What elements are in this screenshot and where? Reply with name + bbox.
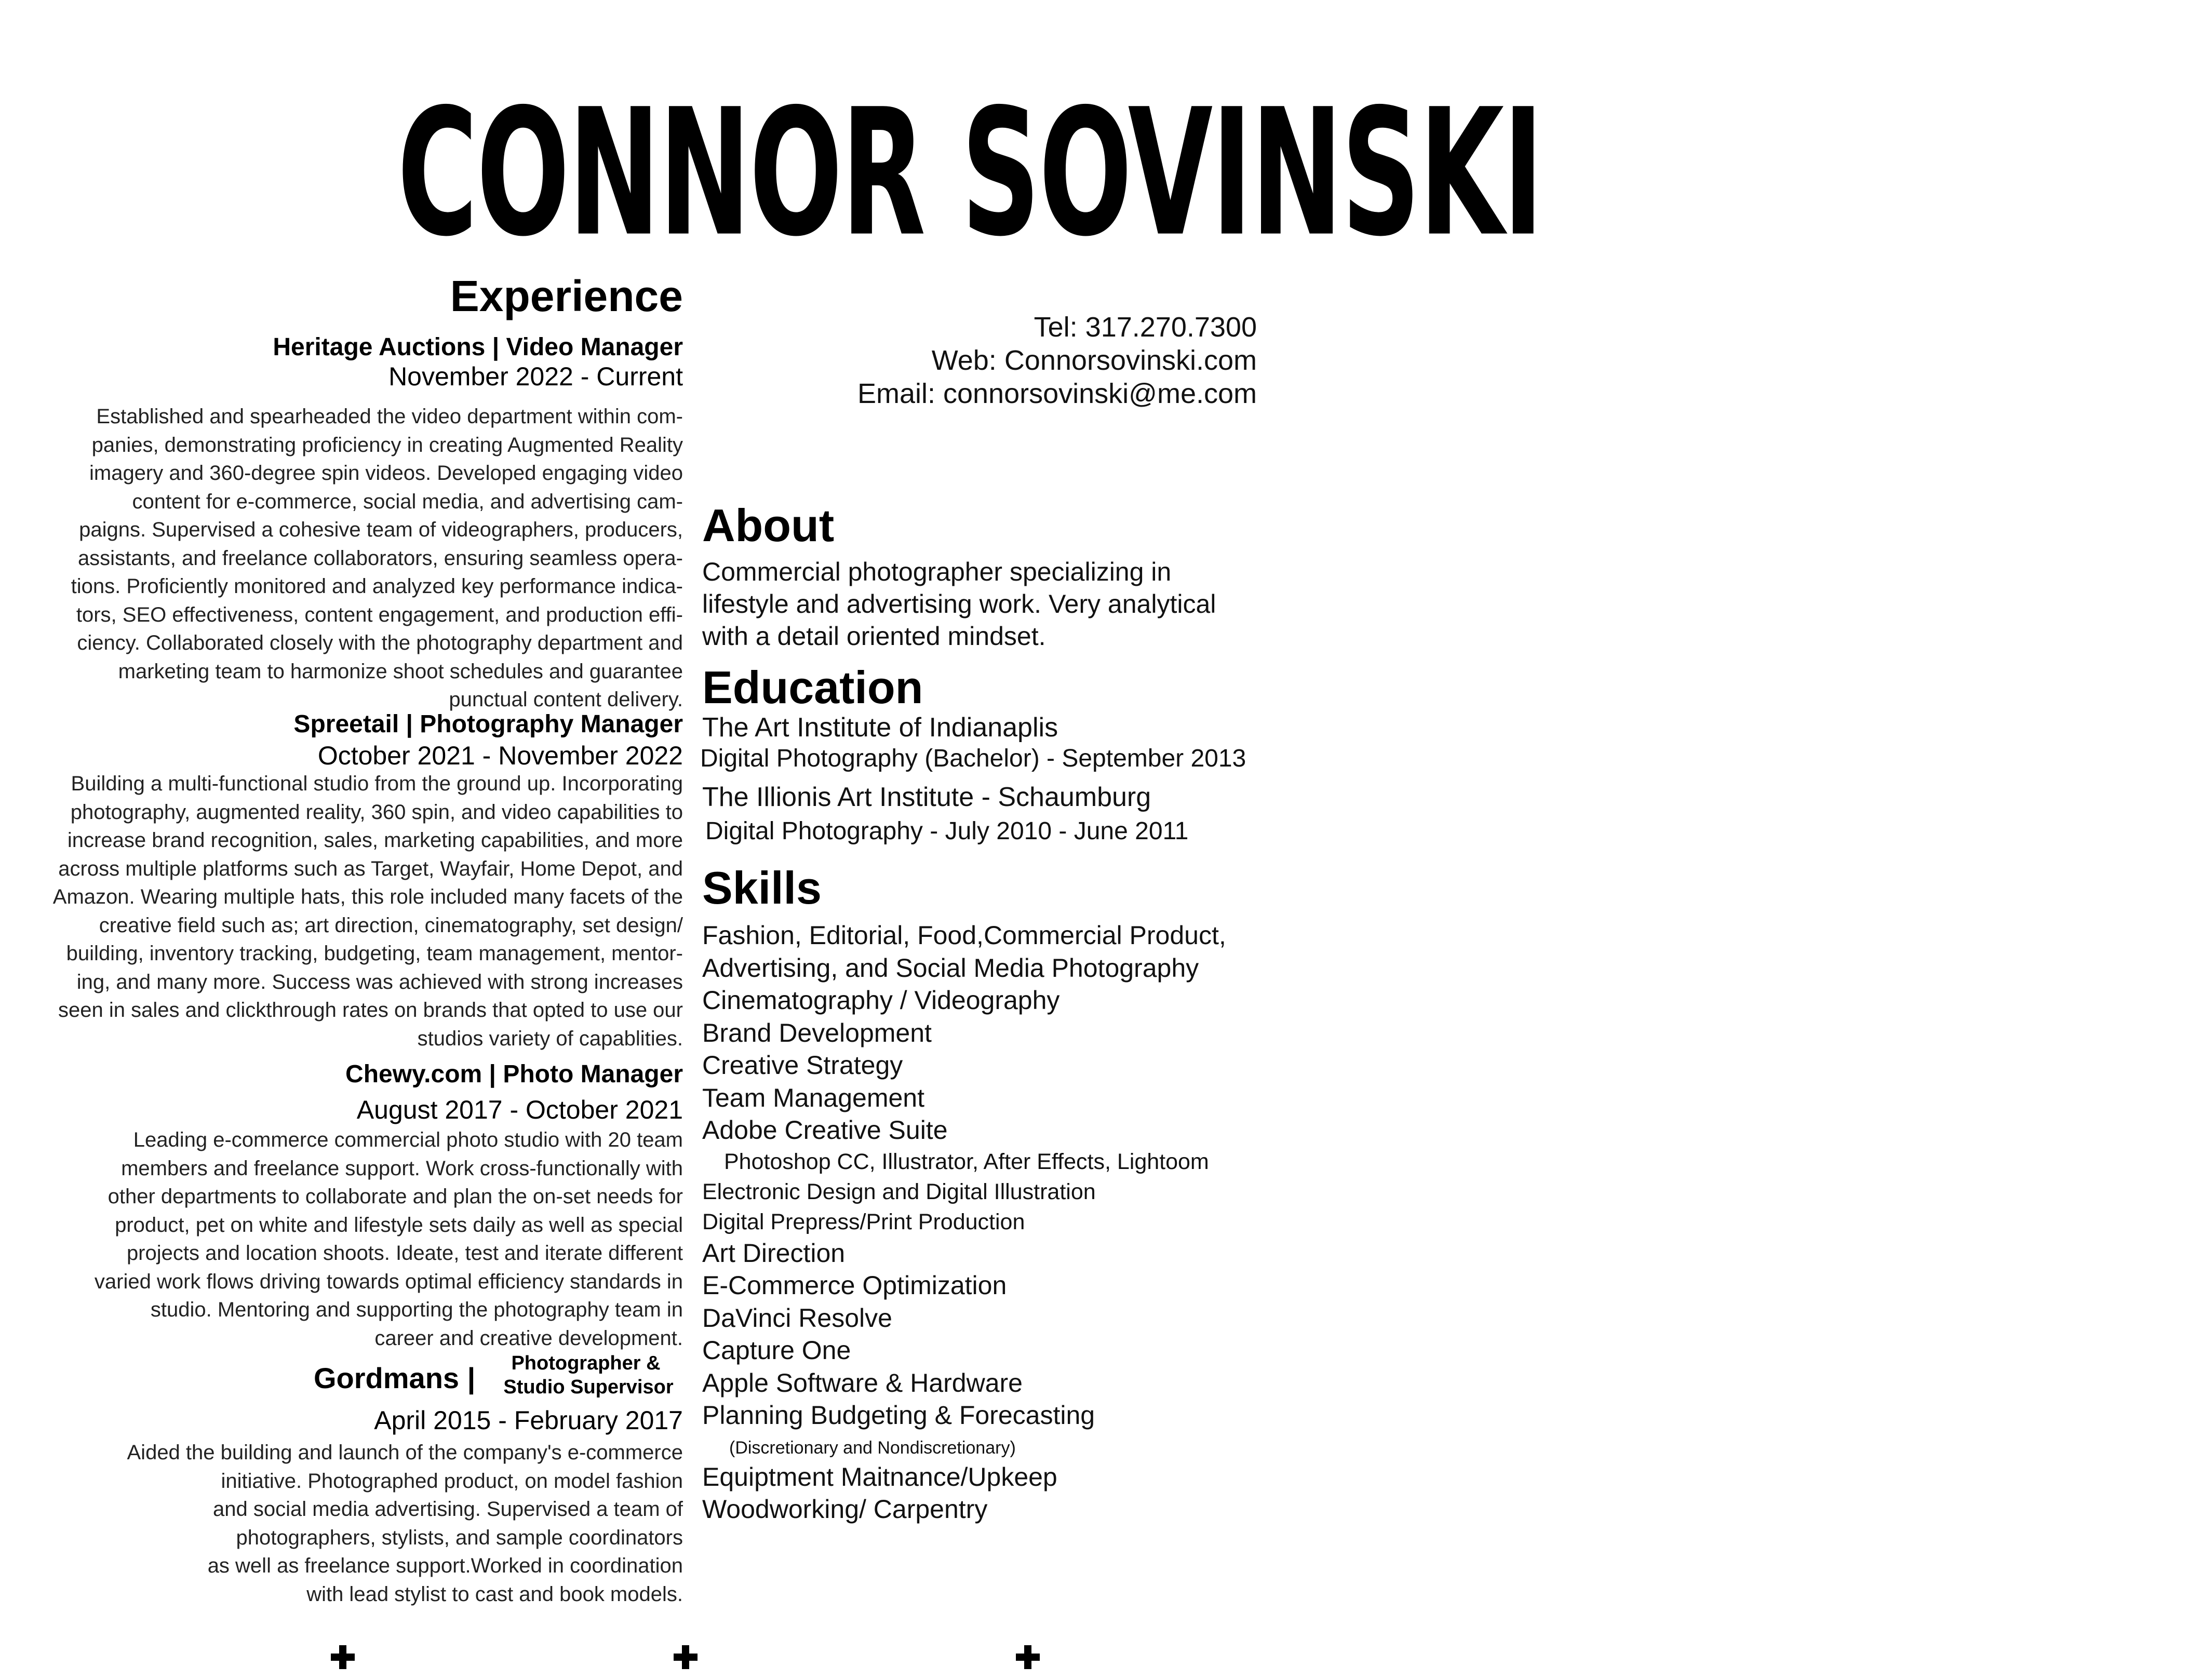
skill-item: Capture One: [702, 1336, 851, 1365]
job-dates-spreetail: October 2021 - November 2022: [317, 741, 683, 770]
job-description-heritage: Established and spearheaded the video department within com- panies, demonstrating proficiency in creating Augmented Reality imagery and 360-degree spin videos. Developed engaging video content for e-commerce, social media, and advertising cam- paigns. Supervised a cohesive team of videographers, producers, assistants, and freelance collaborators, ensuring seamless opera- tions. Proficiently monitored and analyzed key performance indica- tors, SEO effectiveness, content engagement, and production effi- ciency. Collaborated closely with the photography department and marketing team to harmonize shoot schedules and guarantee punctual content delivery.: [71, 405, 683, 711]
job-role-gordmans-line1: Photographer &: [511, 1352, 661, 1374]
skill-item: Art Direction: [702, 1238, 846, 1268]
skill-item: Creative Strategy: [702, 1051, 903, 1080]
plus-icon: [674, 1645, 698, 1669]
skill-item: E-Commerce Optimization: [702, 1271, 1007, 1300]
job-description-spreetail: Building a multi-functional studio from the ground up. Incorporating photography, augmented reality, 360 spin, and video capabilities to increase brand recognition, sales, marketing capabilities, and more across multiple platforms such as Target, Wayfair, Home Depot, and Amazon. Wearing multiple hats, this role included many facets of the creative field such as; art direction, cinematography, set design/ building, inventory tracking, budgeting, team management, mentor- ing, and many more. Success was achieved with strong increases seen in sales and clickthrough rates on brands that opted to use our studios variety of capablities.: [52, 772, 683, 1050]
resume-name-container: [397, 71, 1543, 275]
skill-item: Electronic Design and Digital Illustration: [702, 1179, 1096, 1204]
job-dates-chewy: August 2017 - October 2021: [356, 1095, 683, 1124]
resume-name: CONNOR SOVINSKI: [397, 71, 1543, 275]
contact-tel: Tel: 317.270.7300: [1034, 312, 1257, 343]
job-description-gordmans: Aided the building and launch of the company's e-commerce initiative. Photographed product, on model fashion and social media advertising. Supervised a team of photographers, stylists, and sample coordinators as well as freelance support.Worked in coordination with lead stylist to cast and book models.: [127, 1441, 683, 1606]
education-detail-2: Digital Photography - July 2010 - June 2011: [705, 817, 1189, 845]
skills-heading: Skills: [702, 862, 822, 913]
job-dates-heritage: November 2022 - Current: [388, 362, 683, 391]
job-heading-spreetail: Spreetail | Photography Manager: [293, 710, 683, 738]
job-heading-chewy: Chewy.com | Photo Manager: [345, 1060, 683, 1088]
education-school-1: The Art Institute of Indianaplis: [702, 713, 1058, 743]
skill-note-planning: (Discretionary and Nondiscretionary): [729, 1437, 1016, 1458]
about-line-2: lifestyle and advertising work. Very analytical: [702, 589, 1216, 619]
skill-item: Apple Software & Hardware: [702, 1368, 1023, 1397]
skill-item: Team Management: [702, 1083, 925, 1112]
skill-subitem-adobe: Photoshop CC, Illustrator, After Effects, Lightoom: [724, 1149, 1209, 1174]
skill-item: Fashion, Editorial, Food,Commercial Product,: [702, 921, 1226, 950]
skill-item: DaVinci Resolve: [702, 1303, 892, 1333]
contact-web: Web: Connorsovinski.com: [931, 345, 1257, 376]
skill-item: Digital Prepress/Print Production: [702, 1209, 1025, 1234]
skill-item: Equiptment Maitnance/Upkeep: [702, 1462, 1057, 1491]
skill-item: Adobe Creative Suite: [702, 1115, 948, 1145]
education-detail-1: Digital Photography (Bachelor) - September 2013: [700, 745, 1246, 772]
job-heading-heritage: Heritage Auctions | Video Manager: [273, 333, 683, 361]
job-dates-gordmans: April 2015 - February 2017: [374, 1406, 683, 1435]
about-heading: About: [702, 500, 835, 551]
job-company-gordmans: Gordmans |: [314, 1362, 476, 1394]
education-school-2: The Illionis Art Institute - Schaumburg: [702, 782, 1151, 812]
plus-icon: [331, 1645, 355, 1669]
experience-heading: Experience: [450, 272, 683, 320]
skills-list: [702, 919, 1226, 1526]
about-line-1: Commercial photographer specializing in: [702, 557, 1172, 586]
skill-item: Advertising, and Social Media Photography: [702, 953, 1199, 983]
skill-item: Planning Budgeting & Forecasting: [702, 1401, 1095, 1430]
about-line-3: with a detail oriented mindset.: [702, 622, 1046, 651]
skill-item: Woodworking/ Carpentry: [702, 1495, 988, 1524]
plus-icon: [1016, 1645, 1040, 1669]
job-description-chewy: Leading e-commerce commercial photo studio with 20 team members and freelance support. Work cross-functionally with other departments to collaborate and plan the on-set needs for product, pet on white and lifestyle sets daily as well as special projects and location shoots. Ideate, test and iterate different varied work flows driving towards optimal efficiency standards in studio. Mentoring and supporting the photography team in career and creative development.: [94, 1128, 683, 1350]
skill-item: Cinematography / Videography: [702, 986, 1060, 1015]
skill-item: Brand Development: [702, 1018, 932, 1047]
job-role-gordmans-line2: Studio Supervisor: [503, 1376, 674, 1398]
contact-email: Email: connorsovinski@me.com: [857, 378, 1257, 409]
education-heading: Education: [702, 662, 923, 713]
